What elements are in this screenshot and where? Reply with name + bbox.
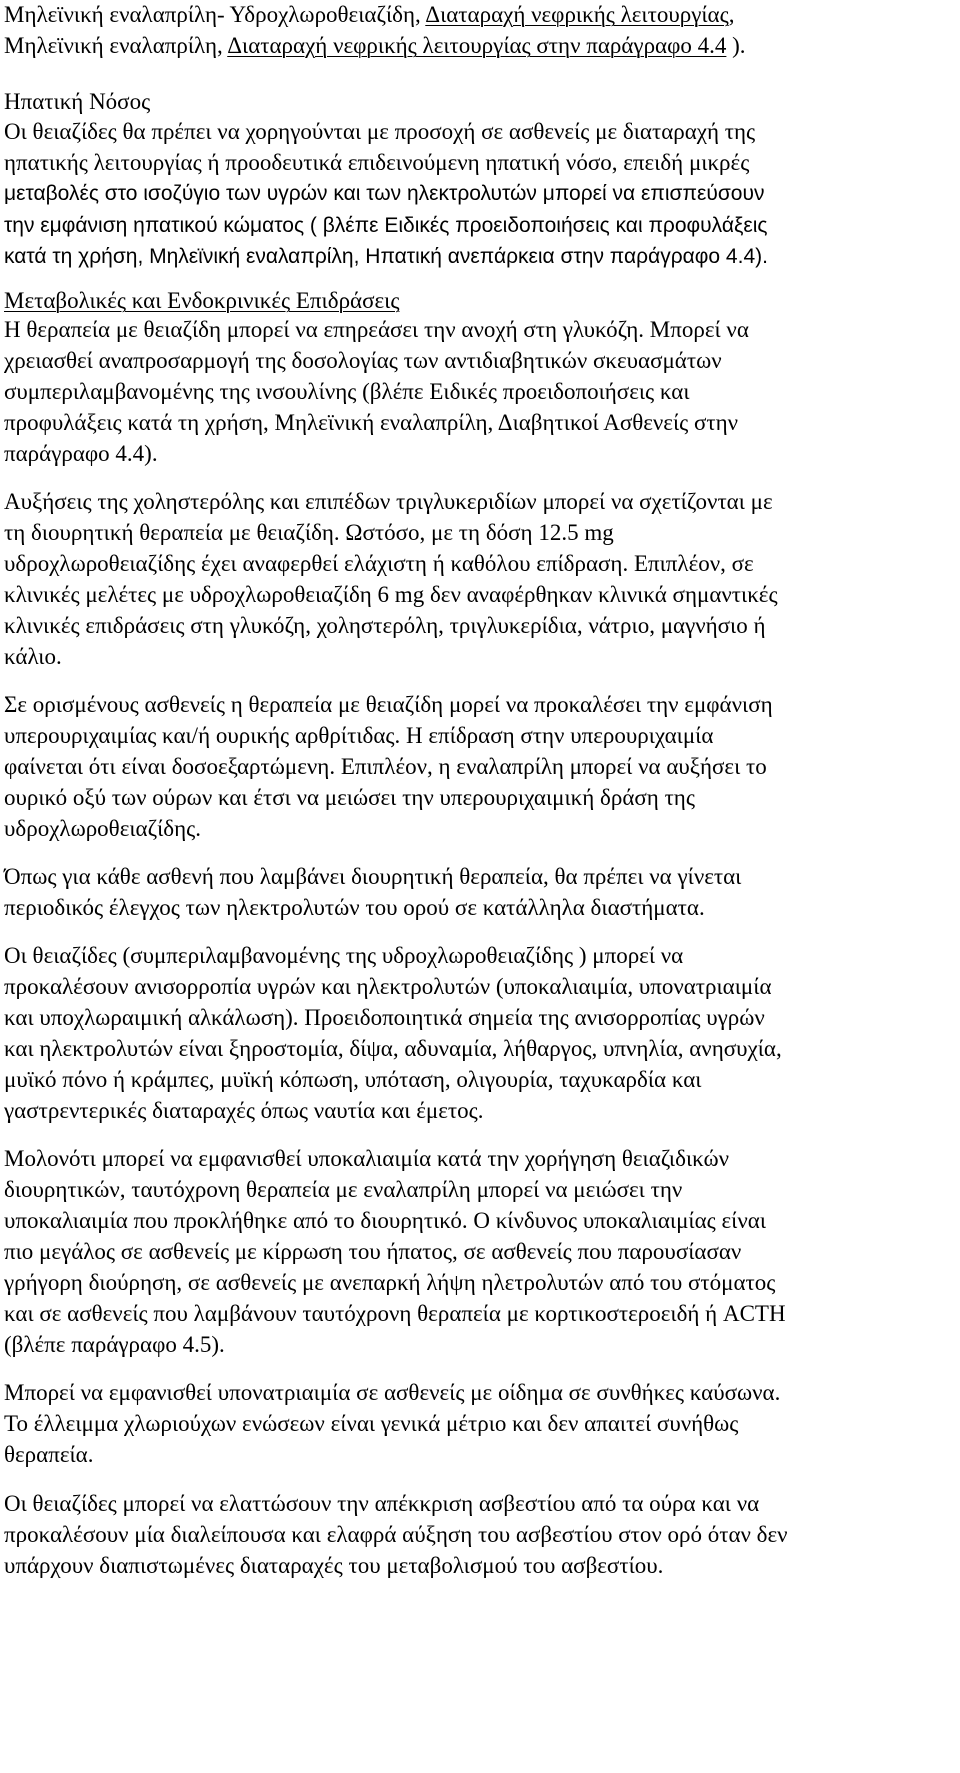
text-line: κλινικές μελέτες με υδροχλωροθειαζίδη 6 mg δεν αναφέρθηκαν κλινικά σημαντικές [4, 582, 778, 607]
intro-line-1 [0, 0, 960, 30]
text-line: υδροχλωροθειαζίδης έχει αναφερθεί ελάχιστη ή καθόλου επίδραση. Επιπλέον, σε [4, 551, 754, 576]
text-line: κλινικές επιδράσεις στη γλυκόζη, χοληστερόλη, τριγλυκερίδια, νάτριο, μαγνήσιο ή [4, 613, 766, 638]
text-line: ηπατικής λειτουργίας ή προοδευτικά επιδεινούμενη ηπατική νόσο, επειδή μικρές [4, 150, 750, 175]
text-line: Σε ορισμένους ασθενείς η θεραπεία με θειαζίδη μορεί να προκαλέσει την εμφάνιση [4, 692, 773, 717]
intro-text: ). [726, 33, 746, 58]
text-line: και ηλεκτρολυτών είναι ξηροστομία, δίψα, αδυναμία, λήθαργος, υπνηλία, ανησυχία, [4, 1036, 782, 1061]
text-line: υπερουριχαιμίας και/ή ουρικής αρθρίτιδας. Η επίδραση στην υπερουριχαιμία [4, 723, 714, 748]
text-line: ουρικό οξύ των ούρων και έτσι να μειώσει την υπερουριχαιμική δράση της [4, 785, 695, 810]
text-line: Το έλλειμμα χλωριούχων ενώσεων είναι γενικά μέτριο και δεν απαιτεί συνήθως [4, 1411, 739, 1436]
text-line: θεραπεία. [4, 1442, 94, 1467]
text-line: προφυλάξεις κατά τη χρήση, Μηλεϊνική εναλαπρίλη, Διαβητικοί Ασθενείς στην [4, 410, 739, 435]
text-line: Οι θειαζίδες θα πρέπει να χορηγούνται με προσοχή σε ασθενείς με διαταραχή της [4, 119, 756, 144]
section-heading-hepatic: Ηπατική Νόσος [4, 89, 151, 114]
text-line: Οι θειαζίδες (συμπεριλαμβανομένης της υδροχλωροθειαζίδης ) μπορεί να [4, 943, 684, 968]
text-line: τη διουρητική θεραπεία με θειαζίδη. Ωστόσο, με τη δόση 12.5 mg [4, 520, 614, 545]
intro-text: , [728, 2, 735, 27]
text-line: πιο μεγάλος σε ασθενείς με κίρρωση του ήπατος, σε ασθενείς που παρουσίασαν [4, 1239, 742, 1264]
text-line: Όπως για κάθε ασθενή που λαμβάνει διουρητική θεραπεία, θα πρέπει να γίνεται [4, 864, 742, 889]
text-line: την εμφάνιση ηπατικού κώματος ( βλέπε Ειδικές προειδοποιήσεις και προφυλάξεις [4, 214, 768, 237]
text-line: κάλιο. [4, 644, 62, 669]
text-line: μεταβολές στο ισοζύγιο των υγρών και των ηλεκτρολυτών μπορεί να επισπεύσουν [4, 182, 765, 205]
text-line: υδροχλωροθειαζίδης. [4, 816, 202, 841]
section-heading-metabolic: Μεταβολικές και Ενδοκρινικές Επιδράσεις [4, 288, 400, 313]
text-line: παράγραφο 4.4). [4, 441, 158, 466]
text-line: κατά τη χρήση, Μηλεϊνική εναλαπρίλη, Ηπατική ανεπάρκεια στην παράγραφο 4.4). [4, 245, 768, 268]
text-line: γαστρεντερικές διαταραχές όπως ναυτία και έμετος. [4, 1098, 484, 1123]
text-line: χρειασθεί αναπροσαρμογή της δοσολογίας των αντιδιαβητικών σκευασμάτων [4, 348, 722, 373]
text-line: (βλέπε παράγραφο 4.5). [4, 1332, 225, 1357]
text-line: Η θεραπεία με θειαζίδη μπορεί να επηρεάσει την ανοχή στη γλυκόζη. Μπορεί να [4, 317, 749, 342]
text-line: υποκαλιαιμία που προκλήθηκε από το διουρητικό. Ο κίνδυνος υποκαλιαιμίας είναι [4, 1208, 767, 1233]
cross-reference-link[interactable]: Διαταραχή νεφρικής λειτουργίας στην παράγραφο 4.4 [227, 33, 727, 58]
text-line: προκαλέσουν μία διαλείπουσα και ελαφρά αύξηση του ασβεστίου στον ορό όταν δεν [4, 1522, 788, 1547]
text-line: μυϊκό πόνο ή κράμπες, μυϊκή κόπωση, υπόταση, ολιγουρία, ταχυκαρδία και [4, 1067, 702, 1092]
text-line: Οι θειαζίδες μπορεί να ελαττώσουν την απέκκριση ασβεστίου από τα ούρα και να [4, 1491, 760, 1516]
text-line: γρήγορη διούρηση, σε ασθενείς με ανεπαρκή λήψη ηλετρολυτών από του στόματος [4, 1270, 776, 1295]
text-line: Μολονότι μπορεί να εμφανισθεί υποκαλιαιμία κατά την χορήγηση θειαζιδικών [4, 1146, 730, 1171]
text-line: φαίνεται ότι είναι δοσοεξαρτώμενη. Επιπλέον, η εναλαπρίλη μπορεί να αυξήσει το [4, 754, 767, 779]
intro-text: Μηλεϊνική εναλαπρίλη, [4, 33, 228, 58]
text-line: συμπεριλαμβανομένης της ινσουλίνης (βλέπε Ειδικές προειδοποιήσεις και [4, 379, 690, 404]
intro-line-2 [0, 31, 960, 61]
text-line: και υποχλωραιμική αλκάλωση). Προειδοποιητικά σημεία της ανισορροπίας υγρών [4, 1005, 765, 1030]
text-line: περιοδικός έλεγχος των ηλεκτρολυτών του ορού σε κατάλληλα διαστήματα. [4, 895, 705, 920]
text-line: Μπορεί να εμφανισθεί υπονατριαιμία σε ασθενείς με οίδημα σε συνθήκες καύσωνα. [4, 1380, 781, 1405]
cross-reference-link[interactable]: Διαταραχή νεφρικής λειτουργίας [425, 2, 729, 27]
text-line: διουρητικών, ταυτόχρονη θεραπεία με εναλαπρίλη μπορεί να μειώσει την [4, 1177, 683, 1202]
text-line: προκαλέσουν ανισορροπία υγρών και ηλεκτρολυτών (υποκαλιαιμία, υπονατριαιμία [4, 974, 772, 999]
text-line: και σε ασθενείς που λαμβάνουν ταυτόχρονη θεραπεία με κορτικοστεροειδή ή ACTH [4, 1301, 786, 1326]
text-line: υπάρχουν διαπιστωμένες διαταραχές του μεταβολισμού του ασβεστίου. [4, 1553, 664, 1578]
text-line: Αυξήσεις της χοληστερόλης και επιπέδων τριγλυκεριδίων μπορεί να σχετίζονται με [4, 489, 773, 514]
intro-text: Μηλεϊνική εναλαπρίλη- Υδροχλωροθειαζίδη, [4, 2, 426, 27]
